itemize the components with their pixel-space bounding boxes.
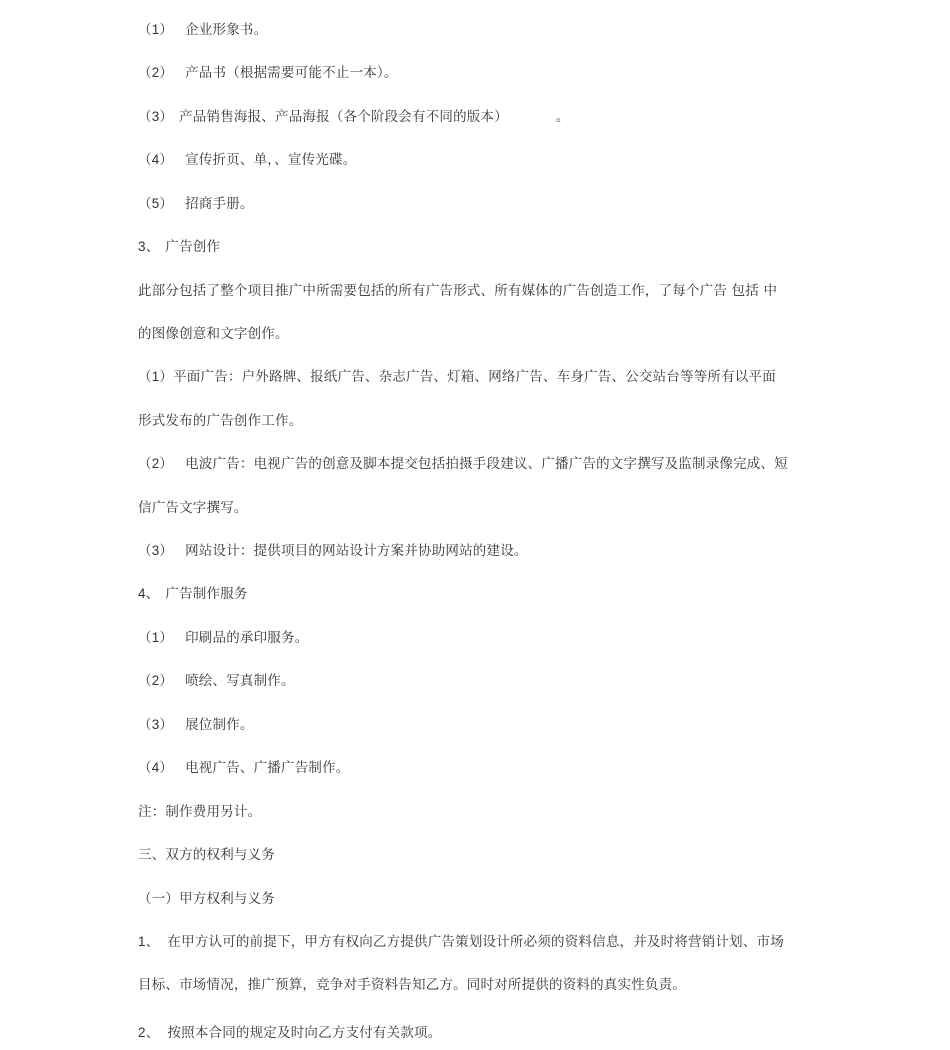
paragraph-line <box>138 499 248 517</box>
section-heading <box>138 585 248 603</box>
item-number: （4） <box>138 152 174 167</box>
paragraph-text: 目标、市场情况，推广预算，竞争对手资料告知乙方。同时对所提供的资料的真实性负责。 <box>138 977 686 993</box>
item-text: 宣传折页、单，、宣传光碟。 <box>185 152 357 168</box>
item-text: 产品销售海报、产品海报（各个阶段会有不同的版本） <box>179 109 508 125</box>
paragraph-text: 此部分包括了整个项目推广中所需要包括的所有广告形式、所有媒体的广告创造工作，了每个广告 包括 中 <box>138 283 778 299</box>
note-line <box>138 803 261 821</box>
chapter-title: 三、双方的权利与义务 <box>138 847 275 863</box>
item-number: （3） <box>138 543 174 558</box>
list-item <box>138 759 350 777</box>
item-number: （5） <box>138 196 174 211</box>
item-number: （4） <box>138 760 174 775</box>
item-number: （3） <box>138 109 174 124</box>
section-number: 4、 <box>138 586 160 601</box>
item-text: 电视广告、广播广告制作。 <box>185 760 350 776</box>
list-item <box>138 455 788 473</box>
chapter-heading <box>138 846 275 864</box>
section-heading <box>138 238 220 256</box>
paragraph-text: 的图像创意和文字创作。 <box>138 326 289 342</box>
item-text: 产品书（根据需要可能不止一本）。 <box>185 65 398 81</box>
paragraph-text: 形式发布的广告创作工作。 <box>138 413 303 429</box>
item-number: （1） <box>138 630 174 645</box>
item-text: 喷绘、写真制作。 <box>185 673 295 689</box>
list-item <box>138 1024 441 1042</box>
section-title: 广告创作 <box>165 239 221 255</box>
paragraph-text: 信广告文字撰写。 <box>138 500 248 516</box>
list-item <box>138 195 254 213</box>
subsection-heading <box>138 890 275 908</box>
item-text: 平面广告：户外路牌、报纸广告、杂志广告、灯箱、网络广告、车身广告、公交站台等等所有以平面 <box>173 369 776 385</box>
item-number: （1） <box>138 369 174 384</box>
paragraph-line <box>138 325 289 343</box>
item-number: （1） <box>138 22 174 37</box>
list-item <box>138 108 570 126</box>
item-text: 印刷品的承印服务。 <box>185 630 309 646</box>
paragraph-line <box>138 282 777 300</box>
item-text: 电波广告：电视广告的创意及脚本提交包括拍摄手段建议、广播广告的文字撰写及监制录像完成、短 <box>185 456 788 472</box>
paragraph-line <box>138 412 302 430</box>
list-item <box>138 542 528 560</box>
list-item <box>138 629 308 647</box>
item-text: 在甲方认可的前提下，甲方有权向乙方提供广告策划设计所必须的资料信息，并及时将营销计划、市场 <box>167 934 784 950</box>
list-item <box>138 368 776 386</box>
list-item <box>138 21 267 39</box>
list-item <box>138 151 356 169</box>
item-tail: 。 <box>555 109 570 125</box>
list-item <box>138 64 398 82</box>
item-number: （2） <box>138 673 174 688</box>
item-text: 招商手册。 <box>185 196 254 212</box>
item-text: 企业形象书。 <box>185 22 268 38</box>
list-item <box>138 933 784 951</box>
item-number: （2） <box>138 65 174 80</box>
list-item <box>138 672 295 690</box>
note-text: 注：制作费用另计。 <box>138 804 262 820</box>
item-text: 按照本合同的规定及时向乙方支付有关款项。 <box>167 1025 442 1041</box>
item-text: 网站设计：提供项目的网站设计方案并协助网站的建设。 <box>185 543 528 559</box>
item-number: （2） <box>138 456 174 471</box>
section-number: 3、 <box>138 239 160 254</box>
item-text: 展位制作。 <box>185 717 254 733</box>
paragraph-line <box>138 976 686 994</box>
section-title: 广告制作服务 <box>165 586 248 602</box>
list-item <box>138 716 254 734</box>
item-number: （3） <box>138 717 174 732</box>
item-number: 2、 <box>138 1025 160 1040</box>
item-number: 1、 <box>138 934 160 949</box>
subsection-title: （一）甲方权利与义务 <box>138 891 275 907</box>
